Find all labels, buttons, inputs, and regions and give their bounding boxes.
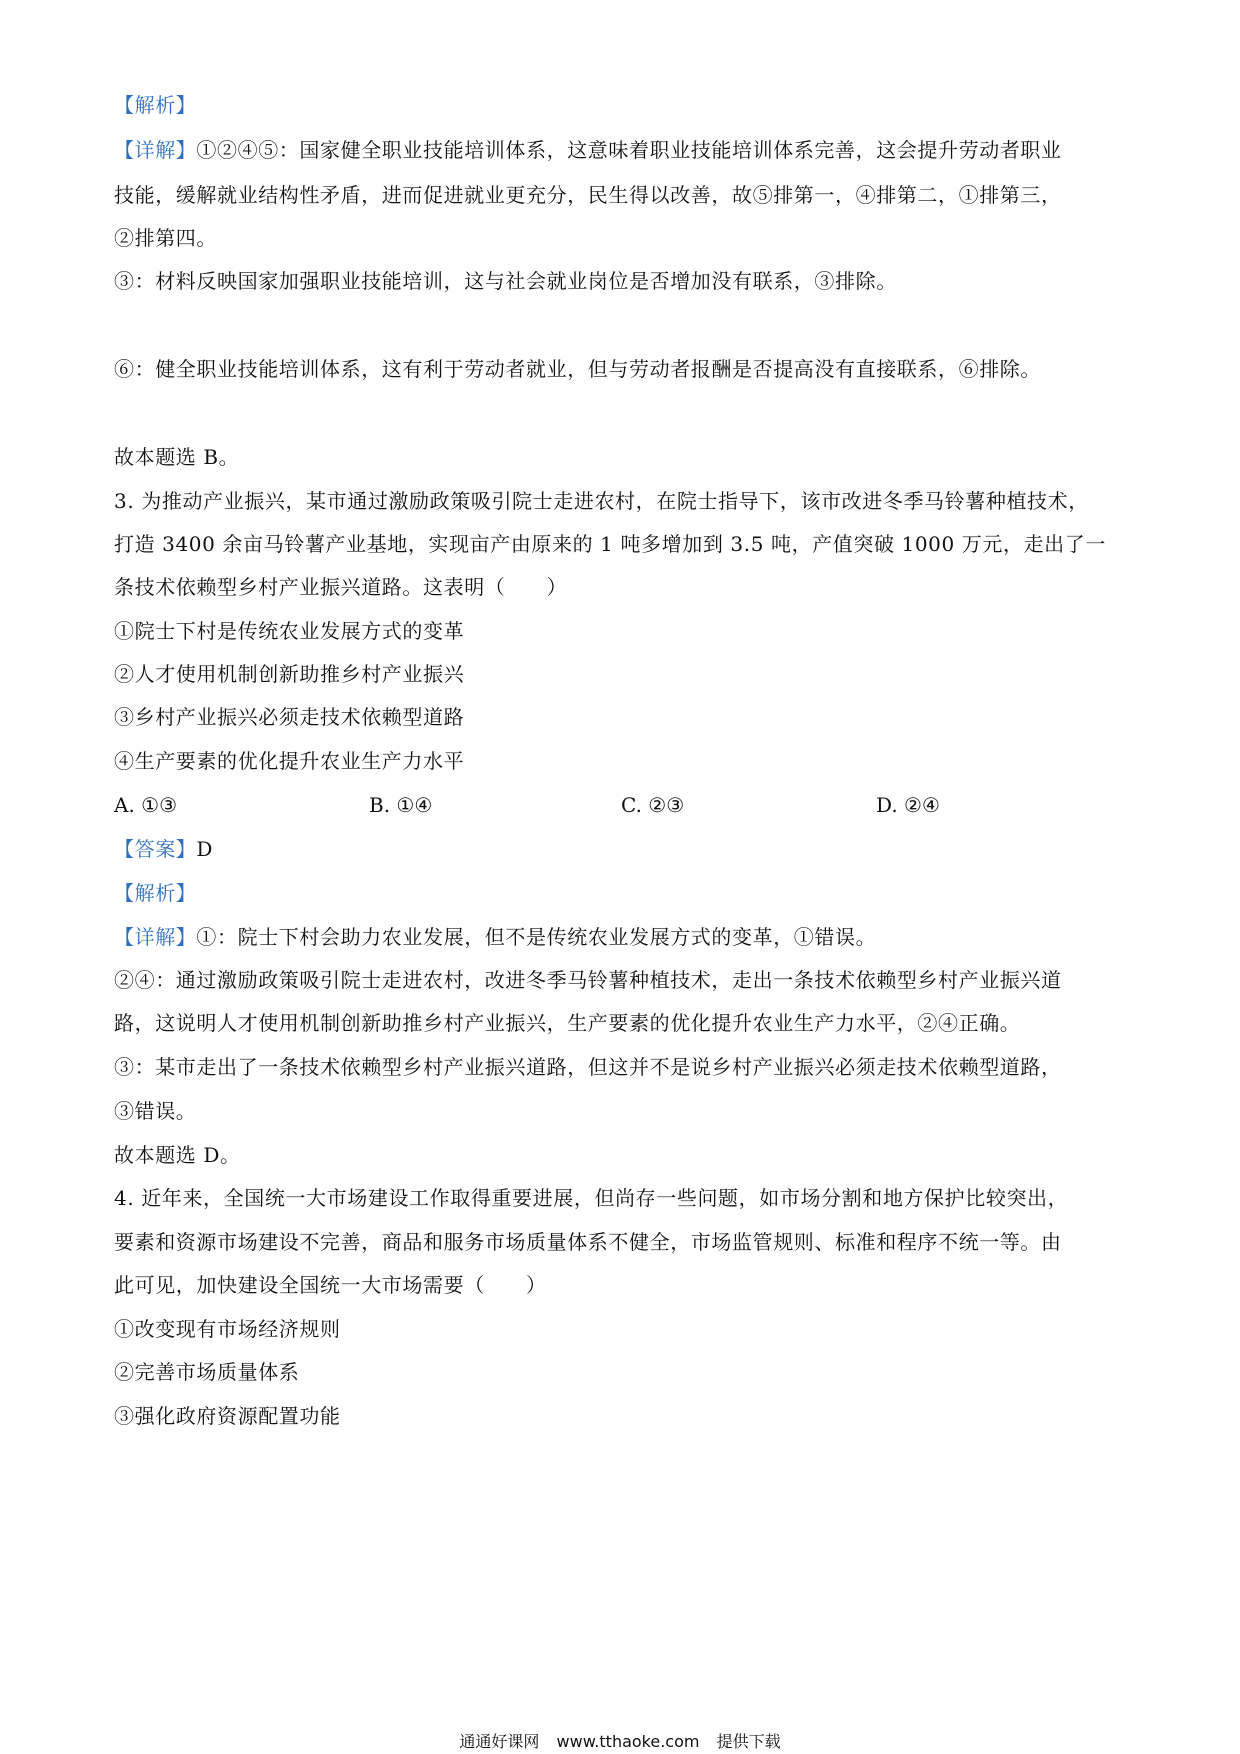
detail-line: ③：某市走出了一条技术依赖型乡村产业振兴道路，但这并不是说乡村产业振兴必须走技术依赖型道路， (114, 1055, 1062, 1079)
detail-text: ①②④⑤：国家健全职业技能培训体系，这意味着职业技能培训体系完善，这会提升劳动者职业 (196, 138, 1062, 162)
statement-item: ③强化政府资源配置功能 (114, 1404, 341, 1428)
detail-line: ③：材料反映国家加强职业技能培训，这与社会就业岗位是否增加没有联系，③排除。 (114, 269, 897, 293)
question-stem: 此可见，加快建设全国统一大市场需要（ ） (114, 1273, 547, 1297)
detail-line: ③错误。 (114, 1099, 197, 1123)
footer-url[interactable]: www.tthaoke.com (556, 1732, 700, 1751)
detail-text: ①：院士下村会助力农业发展，但不是传统农业发展方式的变革，①错误。 (196, 925, 877, 949)
option-b: B. ①④ (369, 793, 433, 817)
detail-tag: 【详解】 (114, 138, 197, 162)
question-stem: 4. 近年来，全国统一大市场建设工作取得重要进展，但尚存一些问题，如市场分割和地方保护比较突出， (114, 1186, 1069, 1210)
answer-tag: 【答案】 (114, 837, 197, 861)
conclusion: 故本题选 B。 (114, 445, 240, 469)
detail-line: ②④：通过激励政策吸引院士走进农村，改进冬季马铃薯种植技术，走出一条技术依赖型乡村产业振兴道 (114, 968, 1062, 992)
statement-item: ②完善市场质量体系 (114, 1360, 300, 1384)
detail-line: ②排第四。 (114, 226, 217, 250)
statement-item: ③乡村产业振兴必须走技术依赖型道路 (114, 705, 465, 729)
question-stem: 3. 为推动产业振兴，某市通过激励政策吸引院士走进农村，在院士指导下，该市改进冬季马铃薯种植技术， (114, 489, 1089, 513)
option-c: C. ②③ (621, 793, 685, 817)
question-stem: 条技术依赖型乡村产业振兴道路。这表明（ ） (114, 575, 568, 599)
page-footer (0, 1732, 1240, 1752)
statement-item: ①院士下村是传统农业发展方式的变革 (114, 619, 465, 643)
answer-value: D (196, 837, 214, 861)
analysis-tag: 【解析】 (114, 93, 197, 117)
analysis-tag: 【解析】 (114, 881, 197, 905)
detail-line: 技能，缓解就业结构性矛盾，进而促进就业更充分，民生得以改善，故⑤排第一，④排第二，①排第三， (114, 183, 1062, 207)
detail-line (114, 136, 1062, 164)
option-a: A. ①③ (114, 793, 178, 817)
question-stem: 打造 3400 余亩马铃薯产业基地，实现亩产由原来的 1 吨多增加到 3.5 吨，产值突破 1000 万元，走出了一 (114, 532, 1106, 556)
detail-line: 路，这说明人才使用机制创新助推乡村产业振兴，生产要素的优化提升农业生产力水平，②④正确。 (114, 1011, 1021, 1035)
conclusion: 故本题选 D。 (114, 1143, 241, 1167)
detail-tag: 【详解】 (114, 925, 197, 949)
footer-suffix: 提供下载 (716, 1732, 781, 1751)
statement-item: ②人才使用机制创新助推乡村产业振兴 (114, 662, 465, 686)
statement-item: ④生产要素的优化提升农业生产力水平 (114, 749, 465, 773)
detail-line: ⑥：健全职业技能培训体系，这有利于劳动者就业，但与劳动者报酬是否提高没有直接联系，⑥排除。 (114, 357, 1041, 381)
question-stem: 要素和资源市场建设不完善，商品和服务市场质量体系不健全，市场监管规则、标准和程序不统一等。由 (114, 1230, 1062, 1254)
statement-item: ①改变现有市场经济规则 (114, 1317, 341, 1341)
detail-line (114, 923, 876, 951)
answer-line (114, 835, 213, 863)
option-d: D. ②④ (876, 793, 940, 817)
footer-site-name: 通通好课网 (459, 1732, 540, 1751)
